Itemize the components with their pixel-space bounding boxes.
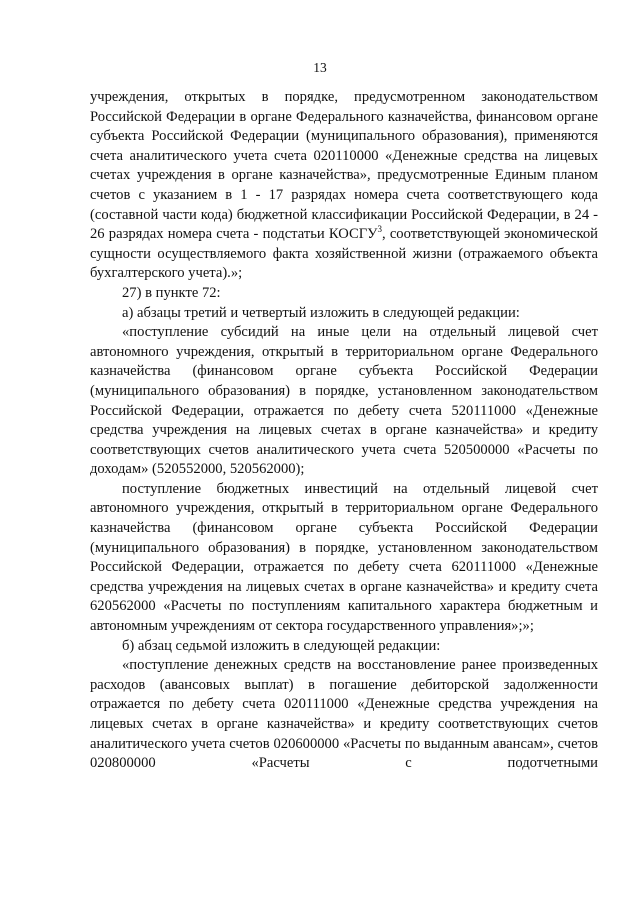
paragraph-subitem-a: а) абзацы третий и четвертый изложить в следующей редакции: xyxy=(122,304,520,321)
paragraph-quote-restoration: «поступление денежных средств на восстановление ранее произведенных расходов (авансовых выплат) в погашение дебиторской задолженности отражается по дебету счета 020111000 «Денежные средства учреждения на лицевых счетах в органе казначейства» и кредиту соответствующих счетов аналитического учета счетов 020600000 «Расчеты по выданным авансам», счетов 020800000 «Расчеты с подотчетными xyxy=(90,657,598,772)
page-number: 13 xyxy=(313,60,327,75)
paragraph-text: учреждения, открытых в порядке, предусмотренном законодательством Российской Федерации в органе Федерального казначейства, финансовом органе субъекта Российской Федерации (муниципального образования), применяются счета аналитического учета счета 020110000 «Денежные средства на лицевых счетах учреждения в органе казначейства», предусмотренные Единым планом счетов с указанием в 1 - 17 разрядах номера счета соответствующего кода (составной части кода) бюджетной классификации Российской Федерации, в 24 - 26 разрядах номера счета - подстатьи КОСГУ xyxy=(90,89,598,243)
paragraph-subitem-b: б) абзац седьмой изложить в следующей редакции: xyxy=(122,637,441,654)
paragraph-text-tail: , соответствующей экономической сущности осуществляемого факта хозяйственной жизни (отражаемого объекта бухгалтерского учета).»; xyxy=(90,226,598,282)
footnote-marker: 3 xyxy=(377,224,382,235)
document-body xyxy=(90,88,598,774)
paragraph-item-27: 27) в пункте 72: xyxy=(122,284,221,301)
paragraph-continuation xyxy=(90,88,598,284)
paragraph-quote-subsidies: «поступление субсидий на иные цели на отдельный лицевой счет автономного учреждения, открытый в территориальном органе Федерального казначейства (финансовом органе субъекта Российской Федерации (муниципального образования) в порядке, установленном законодательством Российской Федерации, отражается по дебету счета 520111000 «Денежные средства учреждения на лицевых счетах в органе казначейства» и кредиту соответствующих счетов аналитического учета счета 520500000 «Расчеты по доходам» (520552000, 520562000); xyxy=(90,324,598,478)
paragraph-investments: поступление бюджетных инвестиций на отдельный лицевой счет автономного учреждения, открытый в территориальном органе Федерального казначейства (финансовом органе субъекта Российской Федерации (муниципального образования) в порядке, установленном законодательством Российской Федерации, отражается по дебету счета 620111000 «Денежные средства учреждения на лицевых счетах в органе казначейства» и кредиту счета 620562000 «Расчеты по поступлениям капитального характера бюджетным и автономным учреждениям от сектора государственного управления»;»; xyxy=(90,480,598,635)
